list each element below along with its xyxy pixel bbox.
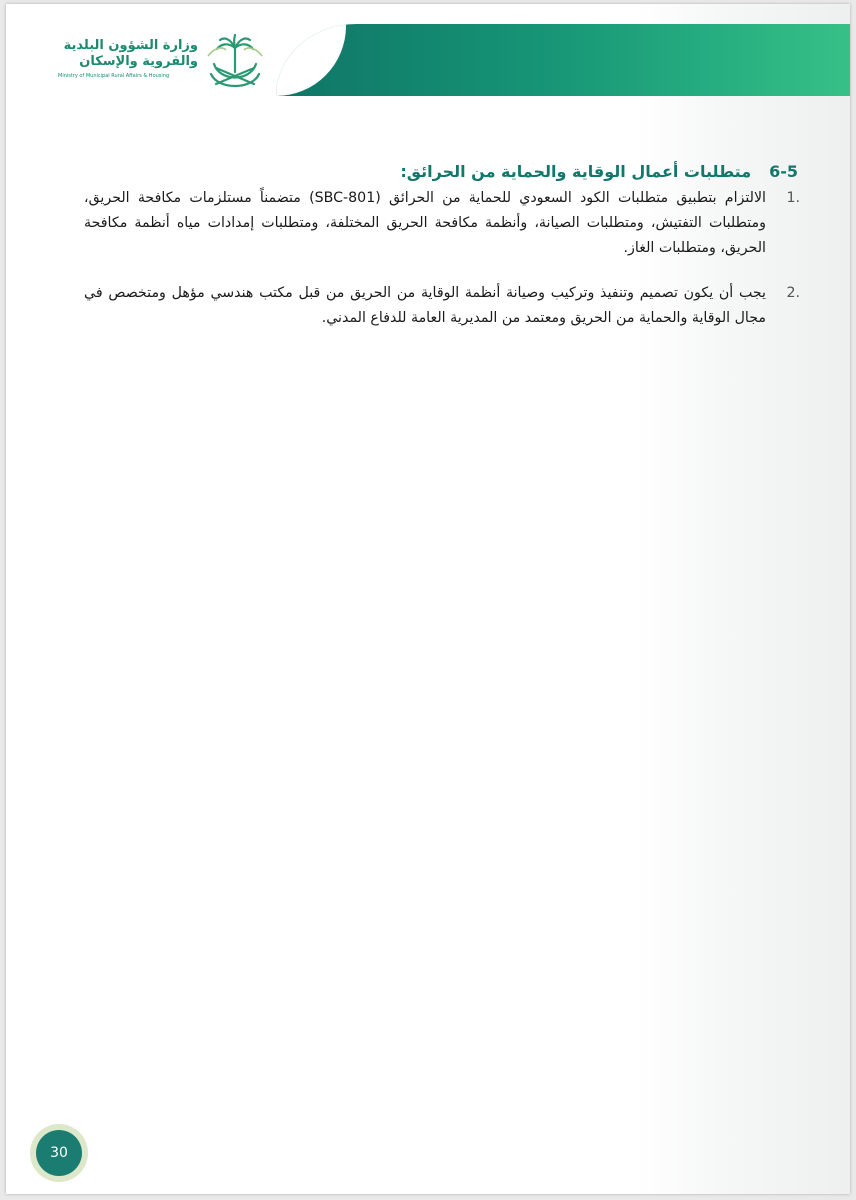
document-page: [6, 4, 850, 1194]
section-number: 6-5: [769, 162, 798, 181]
section-title: متطلبات أعمال الوقاية والحماية من الحرائق:: [400, 162, 752, 181]
ministry-name: [58, 38, 198, 80]
list-item: [84, 281, 804, 331]
list-item-text: الالتزام بتطبيق متطلبات الكود السعودي للحماية من الحرائق (SBC-801) متضمناً مستلزمات مكافحة الحريق، ومتطلبات التفتيش، ومتطلبات الصيانة، وأنظمة مكافحة الحريق المختلفة، ومتطلبات إمدادات مياه أنظمة مكافحة الحريق، ومتطلبات الغاز.: [84, 190, 767, 256]
header-band: [276, 24, 850, 96]
main-content: [84, 160, 804, 351]
requirements-list: [84, 186, 804, 331]
ministry-name-ar-line2: والقروية والإسكان: [79, 54, 198, 69]
list-item-text: يجب أن يكون تصميم وتنفيذ وتركيب وصيانة أنظمة الوقاية من الحريق من قبل مكتب هندسي مؤهل ومتخصص في مجال الوقاية والحماية من الحريق ومعتمد من المديرية العامة للدفاع المدني.: [84, 285, 766, 326]
ministry-logo: [58, 34, 286, 96]
palm-swords-emblem-icon: [204, 34, 266, 92]
page-number: 30: [36, 1130, 82, 1176]
list-item-number: 1.: [786, 190, 800, 206]
list-item: [84, 186, 804, 261]
section-heading: [84, 160, 798, 184]
list-item-number: 2.: [786, 285, 800, 301]
page-number-badge: [30, 1124, 88, 1182]
ministry-name-ar-line1: وزارة الشؤون البلدية: [63, 38, 198, 53]
ministry-name-en: Ministry of Municipal Rural Affairs & Housing: [58, 73, 170, 79]
